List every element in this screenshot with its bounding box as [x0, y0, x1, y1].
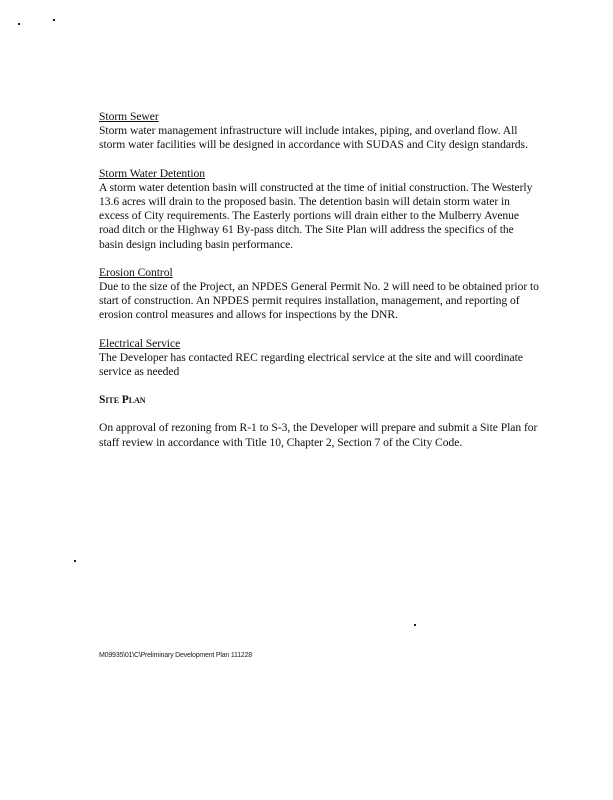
section-heading: Storm Sewer — [99, 110, 159, 123]
section-heading: Electrical Service — [99, 336, 181, 350]
section-storm-water-detention — [99, 167, 539, 252]
scan-speck — [414, 624, 416, 626]
section-heading: Storm Water Detention — [99, 166, 205, 180]
document-footer-path: M09935\01\C\Preliminary Development Plan 111228 — [99, 652, 252, 659]
section-heading: Erosion Control — [99, 265, 173, 279]
document-body — [99, 110, 539, 450]
section-erosion-control — [99, 266, 539, 323]
section-electrical-service — [99, 337, 539, 380]
scan-speck — [74, 560, 76, 562]
section-paragraph: Storm water management infrastructure will include intakes, piping, and overland flow. All storm water facilities will be designed in accordance with SUDAS and City design standards. — [99, 124, 528, 152]
site-plan-paragraph: On approval of rezoning from R-1 to S-3, the Developer will prepare and submit a Site Plan for staff review in accordance with Title 10, Chapter 2, Section 7 of the City Code. — [99, 421, 538, 449]
site-plan-heading: Site Plan — [99, 394, 146, 407]
scan-speck — [53, 19, 55, 21]
section-paragraph: The Developer has contacted REC regarding electrical service at the site and will coordinate service as needed — [99, 350, 523, 379]
scan-speck — [18, 23, 20, 25]
section-storm-sewer — [99, 110, 539, 153]
section-paragraph: Due to the size of the Project, an NPDES General Permit No. 2 will need to be obtained prior to start of construction. An NPDES permit requires installation, management, and reporting of erosion control measures and allows for inspections by the DNR. — [99, 280, 539, 322]
section-paragraph: A storm water detention basin will constructed at the time of initial construction. The Westerly 13.6 acres will drain to the proposed basin. The detention basin will detain storm water in excess of City requirements. The Easterly portions will drain either to the Mulberry Avenue road ditch or the Highway 61 By-pass ditch. The Site Plan will address the specifics of the basin design including basin performance. — [99, 180, 533, 251]
